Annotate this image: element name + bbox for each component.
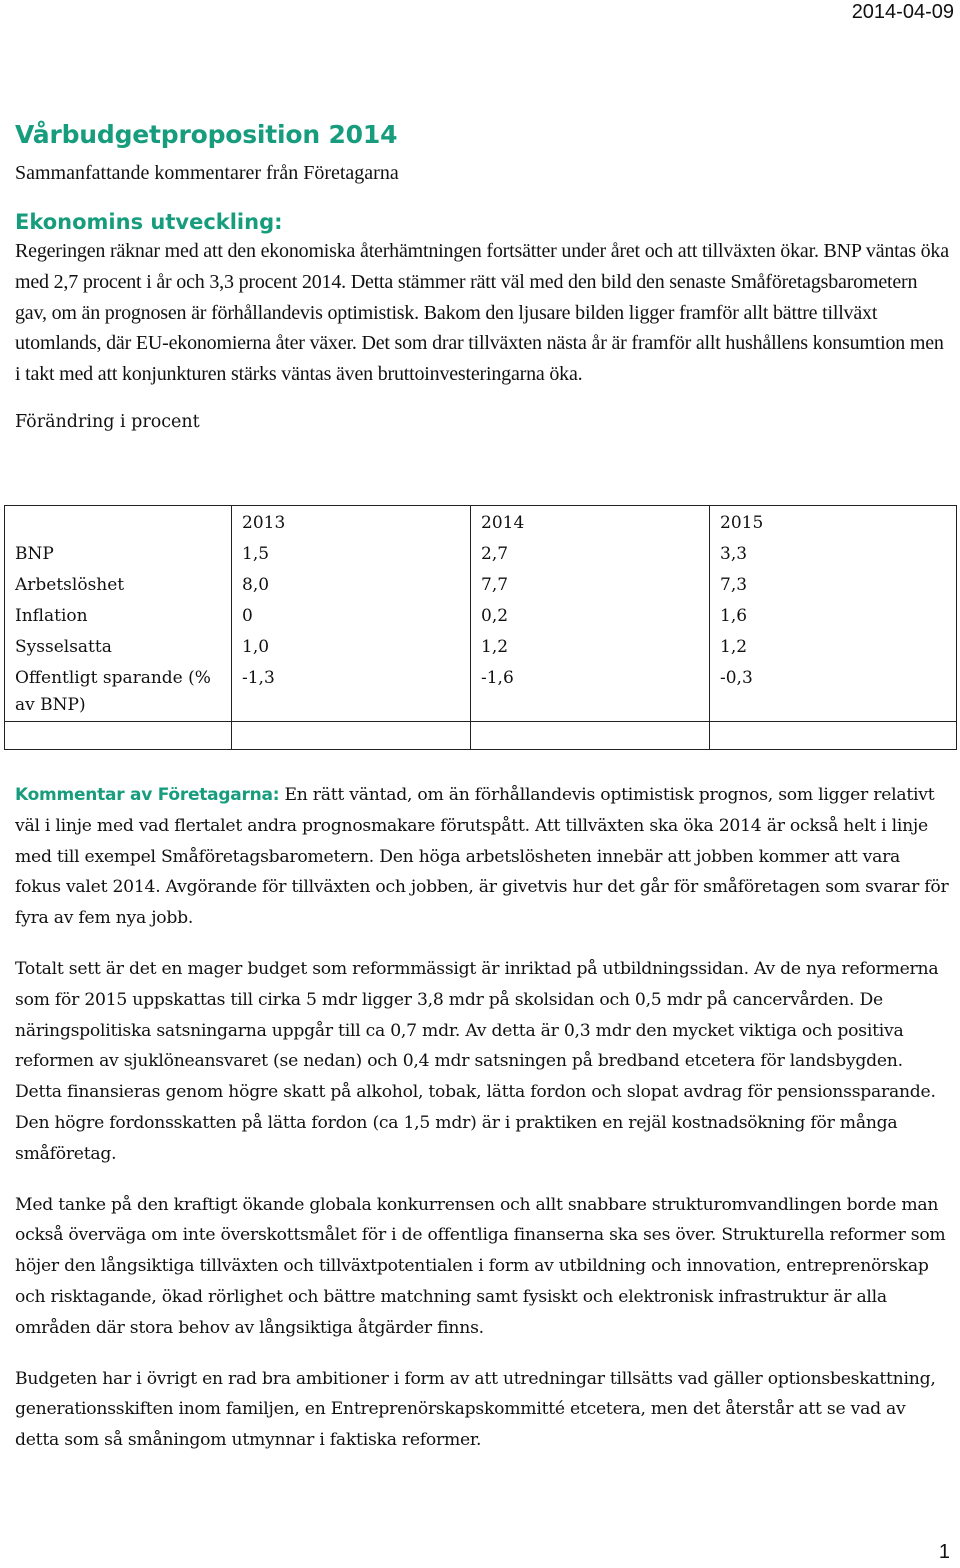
commentary-paragraph <box>15 780 950 934</box>
commentary-text: En rätt väntad, om än förhållandevis optimistisk prognos, som ligger relativt väl i linje med vad flertalet andra prognosmakare förutspått. Att tillväxten ska öka 2014 är också helt i linje med till exempel Småföretagsbarometern. Den höga arbetslösheten innebär att jobben kommer att vara fokus valet 2014. Avgörande för tillväxten och jobben, är givetvis hur det går för småföretagen som svarar för fyra av fem nya jobb. <box>15 785 949 929</box>
table-row <box>5 663 957 722</box>
table-cell: Arbetslöshet <box>5 570 232 601</box>
page-number: 1 <box>938 1541 950 1563</box>
table-cell: Offentligt sparande (% av BNP) <box>5 663 232 722</box>
document-title: Vårbudgetproposition 2014 <box>15 120 398 149</box>
table-cell <box>710 722 957 750</box>
table-cell <box>5 722 232 750</box>
table-header-cell: 2014 <box>471 506 710 540</box>
document-body <box>15 118 950 436</box>
table-cell: -0,3 <box>710 663 957 722</box>
table-header-row <box>5 506 957 540</box>
table-row <box>5 632 957 663</box>
table-caption: Förändring i procent <box>15 411 200 432</box>
table-cell: 1,5 <box>232 539 471 570</box>
table-cell: BNP <box>5 539 232 570</box>
table-header-cell: 2013 <box>232 506 471 540</box>
table-cell: 0 <box>232 601 471 632</box>
table-cell: 8,0 <box>232 570 471 601</box>
table-header-cell <box>5 506 232 540</box>
table-cell <box>232 722 471 750</box>
table-cell: 7,7 <box>471 570 710 601</box>
table-row <box>5 570 957 601</box>
table-cell: 1,6 <box>710 601 957 632</box>
forecast-table <box>4 505 957 750</box>
table-header-cell: 2015 <box>710 506 957 540</box>
document-date: 2014-04-09 <box>851 1 954 23</box>
table-cell: 1,0 <box>232 632 471 663</box>
table-row-empty <box>5 722 957 750</box>
table-cell: -1,6 <box>471 663 710 722</box>
document-subtitle: Sammanfattande kommentarer från Företagarna <box>15 162 399 184</box>
table-cell: 0,2 <box>471 601 710 632</box>
table-cell: Inflation <box>5 601 232 632</box>
table-cell: 1,2 <box>471 632 710 663</box>
intro-paragraph: Regeringen räknar med att den ekonomiska återhämtningen fortsätter under året och att tillväxten ökar. BNP väntas öka med 2,7 procent i år och 3,3 procent 2014. Detta stämmer rätt väl med den bild den senaste Småföretagsbarometern gav, om än prognosen är förhållandevis optimistisk. Bakom den ljusare bilden ligger framför allt bättre tillväxt utomlands, där EU-ekonomierna åter växer. Det som drar tillväxten nästa år är framför allt hushållens konsumtion men i takt med att konjunkturen stärks väntas även bruttoinvesteringarna öka. <box>15 240 949 386</box>
table-row <box>5 539 957 570</box>
ambitions-paragraph: Budgeten har i övrigt en rad bra ambitioner i form av att utredningar tillsätts vad gäller optionsbeskattning, generationsskiften inom familjen, en Entreprenörskapskommitté etcetera, men det återstår att se vad av detta som så småningom utmynnar i faktiska reformer. <box>15 1368 936 1451</box>
table-cell: 1,2 <box>710 632 957 663</box>
structural-reform-paragraph: Med tanke på den kraftigt ökande globala konkurrensen och allt snabbare strukturomvandlingen borde man också överväga om inte överskottsmålet för i de offentliga finanserna ska ses över. Strukturella reformer som höjer den långsiktiga tillväxten och tillväxtpotentialen i form av utbildning och innovation, entreprenörskap och risktagande, ökad rörlighet och bättre matchning samt fysiskt och elektronisk infrastruktur är alla områden där stora behov av långsiktiga åtgärder finns. <box>15 1194 946 1338</box>
table-cell: 3,3 <box>710 539 957 570</box>
table-cell: -1,3 <box>232 663 471 722</box>
commentary-section <box>15 780 950 1476</box>
commentary-lead-in: Kommentar av Företagarna: <box>15 785 280 805</box>
table-cell: 2,7 <box>471 539 710 570</box>
table-cell: Sysselsatta <box>5 632 232 663</box>
budget-paragraph: Totalt sett är det en mager budget som reformmässigt är inriktad på utbildningssidan. Av de nya reformerna som för 2015 uppskattas till cirka 5 mdr ligger 3,8 mdr på skolsidan och 0,5 mdr på cancervården. De näringspolitiska satsningarna uppgår till ca 0,7 mdr. Av detta är 0,3 mdr den mycket viktiga och positiva reformen av sjuklöneansvaret (se nedan) och 0,4 mdr satsningen på bredband etcetera för landsbygden. Detta finansieras genom högre skatt på alkohol, tobak, lätta fordon och slopat avdrag för pensionssparande. Den högre fordonsskatten på lätta fordon (ca 1,5 mdr) är i praktiken en rejäl kostnadsökning för många småföretag. <box>15 958 939 1164</box>
section-heading: Ekonomins utveckling: <box>15 210 283 234</box>
table-cell: 7,3 <box>710 570 957 601</box>
table-cell <box>471 722 710 750</box>
table-row <box>5 601 957 632</box>
